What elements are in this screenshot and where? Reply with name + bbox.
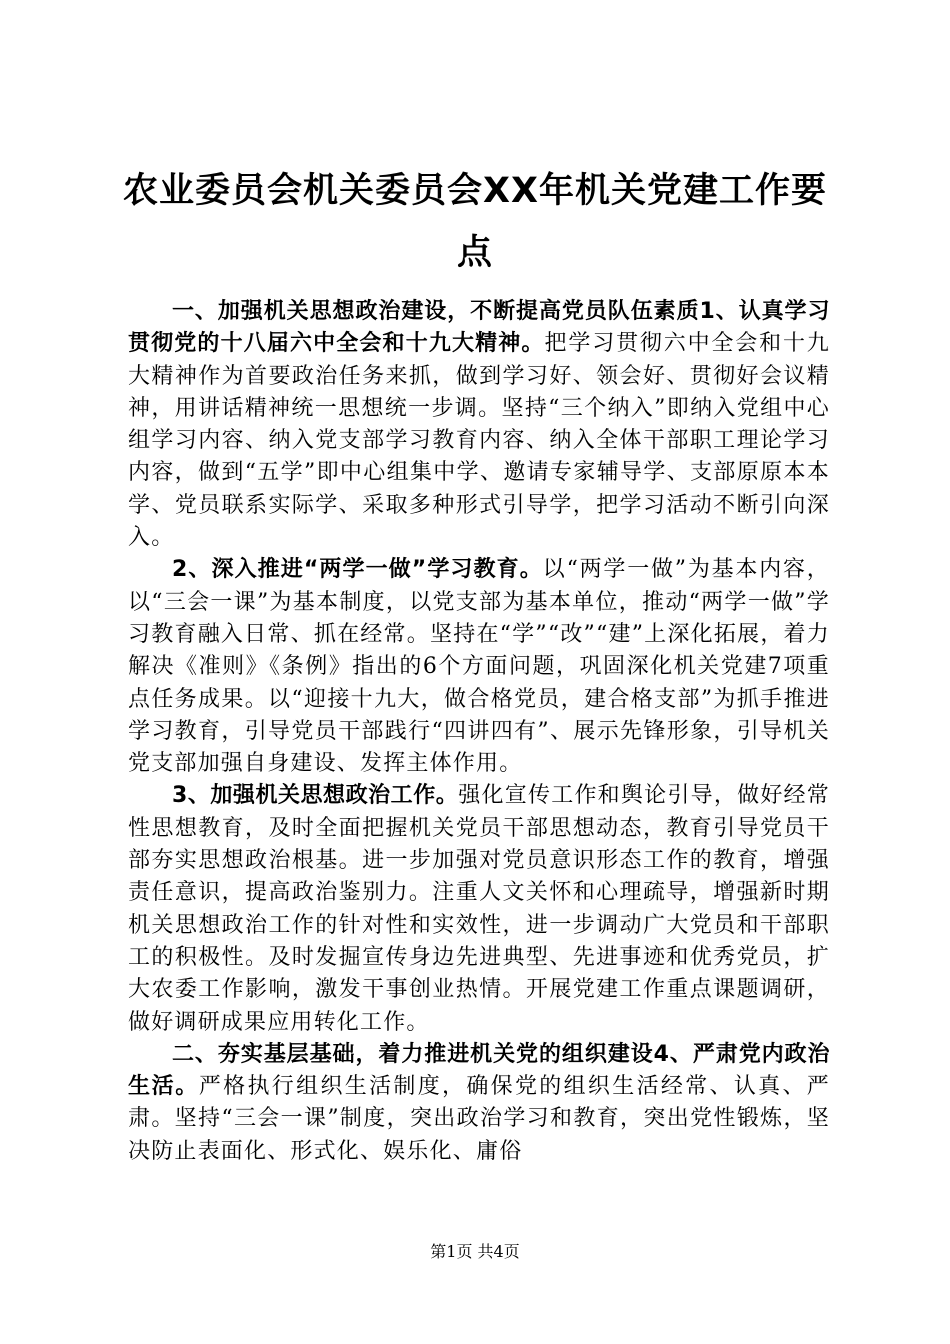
document-body (128, 296, 830, 1168)
paragraph-4 (128, 1039, 830, 1168)
document-title: 农业委员会机关委员会XX年机关党建工作要点 (123, 171, 827, 273)
paragraph-1-heading: 一、加强机关思想政治建设，不断提高党员队伍素质1、认真学习贯彻党的十八届六中全会和十九大精神。 (128, 299, 830, 357)
paragraph-2 (128, 554, 830, 780)
paragraph-2-text: 以“两学一做”为基本内容，以“三会一课”为基本制度，以党支部为基本单位，推动“两学一做”学习教育融入日常、抓在经常。坚持在“学”“改”“建”上深化拓展，着力解决《准则》《条例》指出的6个方面问题，巩固深化机关党建7项重点任务成果。以“迎接十九大，做合格党员，建合格支部”为抓手推进学习教育，引导党员干部践行“四讲四有”、展示先锋形象，引导机关党支部加强自身建设、发挥主体作用。 (128, 557, 830, 777)
paragraph-3 (128, 780, 830, 1038)
paragraph-2-heading: 2、深入推进“两学一做”学习教育。 (172, 557, 543, 583)
paragraph-3-heading: 3、加强机关思想政治工作。 (172, 783, 459, 809)
paragraph-3-text: 强化宣传工作和舆论引导，做好经常性思想教育，及时全面把握机关党员干部思想动态，教育引导党员干部夯实思想政治根基。进一步加强对党员意识形态工作的教育，增强责任意识，提高政治鉴别力。注重人文关怀和心理疏导，增强新时期机关思想政治工作的针对性和实效性，进一步调动广大党员和干部职工的积极性。及时发掘宣传身边先进典型、先进事迹和优秀党员，扩大农委工作影响，激发干事创业热情。开展党建工作重点课题调研，做好调研成果应用转化工作。 (128, 783, 830, 1035)
paragraph-4-text: 严格执行组织生活制度，确保党的组织生活经常、认真、严肃。坚持“三会一课”制度，突出政治学习和教育，突出党性锻炼，坚决防止表面化、形式化、娱乐化、庸俗 (128, 1074, 830, 1164)
page-number-footer: 第1页 共4页 (430, 1242, 520, 1261)
paragraph-1 (128, 296, 830, 554)
paragraph-1-text: 把学习贯彻六中全会和十九大精神作为首要政治任务来抓，做到学习好、领会好、贯彻好会议精神，用讲话精神统一思想统一步调。坚持“三个纳入”即纳入党组中心组学习内容、纳入党支部学习教育内容、纳入全体干部职工理论学习内容，做到“五学”即中心组集中学、邀请专家辅导学、支部原原本本学、党员联系实际学、采取多种形式引导学，把学习活动不断引向深入。 (128, 331, 830, 551)
paragraph-4-heading: 二、夯实基层基础，着力推进机关党的组织建设4、严肃党内政治生活。 (128, 1041, 830, 1100)
